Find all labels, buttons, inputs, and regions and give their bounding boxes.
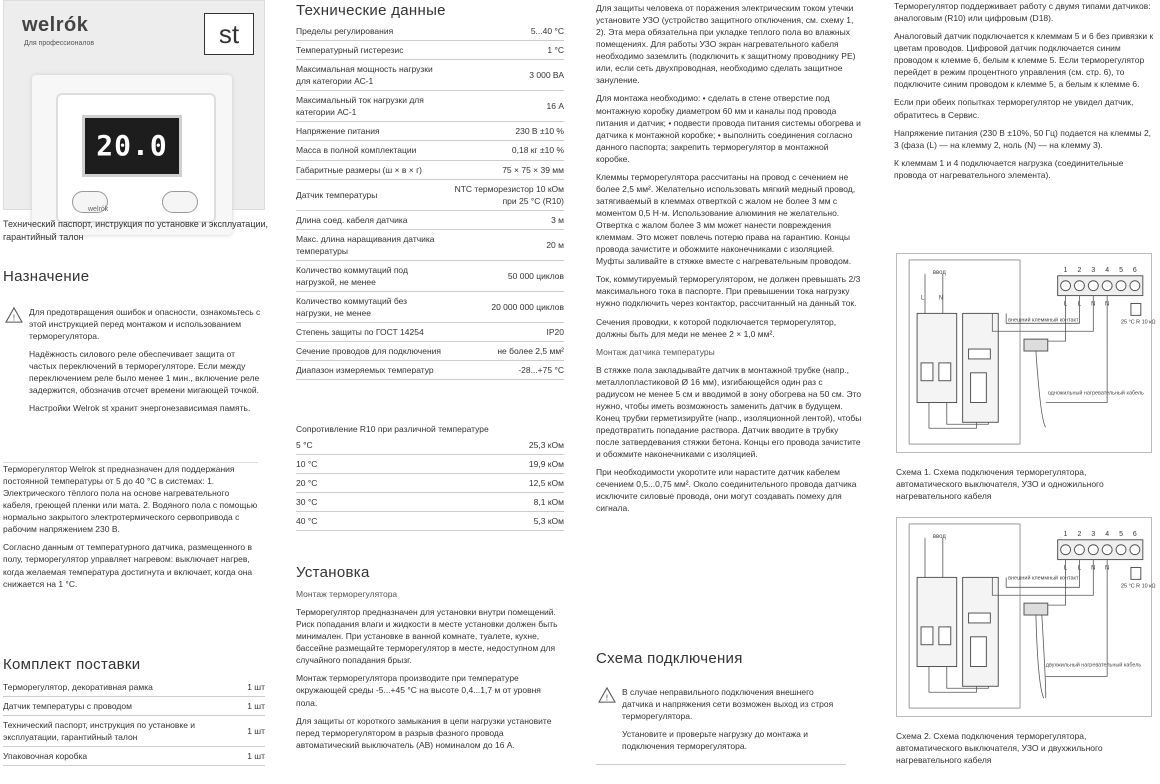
wiring-diagram-2 bbox=[896, 517, 1156, 717]
spec-value: 20 000 000 циклов bbox=[444, 292, 564, 323]
sensor-icon bbox=[1131, 304, 1141, 316]
spec-value: 3 000 ВА bbox=[444, 60, 564, 91]
analog-sensor-paragraph: Аналоговый датчик подключается к клеммам 5 и 6 без привязки к цветам проводов. Цифровой датчик подключается синим проводом к клемме 6, белым к клемме 5. Если терморегулятор перейдет в режим процентного управления (см. стр. 6), то подключите синим проводом к клемме 5, а белым к клемме 6. bbox=[894, 31, 1154, 90]
spec-key: Габаритные размеры (ш × в × г) bbox=[296, 160, 444, 179]
column-4 bbox=[894, 0, 1156, 784]
terminals-paragraph: Клеммы терморегулятора рассчитаны на провод с сечением не более 2,5 мм². Желательно использовать мягкий медный провод, затягиваемый в клеммах отверткой с жалом не более 3 мм с моментом 0,5 Н·м. Использование алюминия не желательно. Отвертка с жалом более 3 мм может нанести повреждения клеммам. Это может повлечь потерю права на гарантию. Концы провода зачистите и обожмите наконечниками с изоляцией. Муфты заливайте в стяжке вместе с нагревательным проводом. bbox=[596, 171, 856, 267]
schema-2-caption: Схема 2. Схема подключения терморегулятора, автоматического выключателя, УЗО и двухжильного нагревательного кабеля bbox=[896, 731, 1103, 766]
install-paragraph-1: Терморегулятор предназначен для установки внутри помещений. Риск попадания влаги и жидкости в месте установки должен быть минимален. При установке в ванной комнате, туалете, кухне, бассейне размещайте терморегулятор в месте, недоступном для случайного попадания брызг. bbox=[296, 607, 558, 666]
r10-temp: 30 °C bbox=[296, 493, 397, 512]
svg-text:одножильный нагревательный каб: одножильный нагревательный кабель bbox=[1047, 390, 1144, 397]
column-3 bbox=[596, 0, 864, 784]
column-2 bbox=[296, 0, 566, 784]
spec-key: Степень защиты по ГОСТ 14254 bbox=[296, 323, 444, 342]
svg-text:25 °C R 10 кΩ: 25 °C R 10 кΩ bbox=[1121, 319, 1156, 326]
current-paragraph: Ток, коммутируемый терморегулятором, не должен превышать 2/3 максимального тока в паспорте. При превышении тока нагрузку нужно подключить через контактор, рассчитанный на данный ток. bbox=[596, 274, 861, 309]
table-row: Технический паспорт, инструкция по установке и эксплуатации, гарантийный талон 1 шт bbox=[3, 716, 265, 747]
svg-text:6: 6 bbox=[1132, 530, 1137, 538]
svg-text:N: N bbox=[1091, 565, 1096, 572]
spec-key: Масса в полной комплектации bbox=[296, 141, 444, 160]
wire-section-paragraph: Сечения проводки, к которой подключается терморегулятор, должны быть для меди не менее 2 × 1,0 мм². bbox=[596, 316, 837, 339]
table-row bbox=[296, 292, 564, 323]
schema-warning-2: Установите и проверьте нагрузку до монтажа и подключения терморегулятора. bbox=[622, 729, 808, 752]
install-title: Установка bbox=[296, 564, 370, 581]
purpose-description: Терморегулятор Welrok st предназначен для поддержания постоянной температуры от 5 до 40 °C в системах: 1. Электрического тёплого пола на основе нагревательного кабеля, греющей пленки или мата. 2. Водяного пола с помощью нормально закрытого электротермического сервопривода с рабочим напряжением 230 В. bbox=[3, 464, 258, 535]
table-row: Упаковочная коробка 1 шт bbox=[3, 747, 265, 766]
svg-text:1: 1 bbox=[1063, 530, 1068, 538]
install-paragraph-3: Для защиты от короткого замыкания в цепи нагрузки установите перед терморегулятором в разрыв фазного провода автоматический выключатель (АВ) номиналом до 16 А. bbox=[296, 715, 552, 750]
svg-text:N: N bbox=[1105, 565, 1110, 572]
table-row bbox=[296, 455, 564, 474]
table-row bbox=[296, 512, 564, 531]
r10-temp: 20 °C bbox=[296, 474, 397, 493]
r10-resistance: 8,1 кОм bbox=[397, 493, 564, 512]
svg-text:L: L bbox=[1063, 301, 1068, 308]
spec-key: Диапазон измеряемых температур bbox=[296, 361, 444, 380]
table-row: Терморегулятор, декоративная рамка 1 шт bbox=[3, 678, 265, 697]
schema-1-caption: Схема 1. Схема подключения терморегулятора, автоматического выключателя, УЗО и одножильного нагревательного кабеля bbox=[896, 467, 1104, 502]
table-row bbox=[296, 122, 564, 141]
table-row bbox=[296, 493, 564, 512]
table-row bbox=[296, 91, 564, 122]
warning-text-2: Надёжность силового реле обеспечивает защита от частых переключений в терморегуляторе. Если между переключением реле было менее 1 мин., включение реле задержится, обозначив отсчет времени мигающей точкой. bbox=[29, 349, 260, 396]
thermostat-device bbox=[56, 93, 216, 223]
mount-needs-paragraph: Для монтажа необходимо: • сделать в стене отверстие под монтажную коробку диаметром 60 мм и каналы под провода питания и датчик; • подвести провода питания системы обогрева и датчика к монтажной коробке; • выполнить соединения согласно данного паспорта; закрепить терморегулятор в монтажной коробке. bbox=[596, 93, 861, 164]
spec-value: 3 м bbox=[444, 210, 564, 229]
svg-text:L: L bbox=[1063, 565, 1068, 572]
spec-value: не более 2,5 мм² bbox=[444, 342, 564, 361]
kit-title: Комплект поставки bbox=[3, 656, 141, 673]
r10-resistance: 5,3 кОм bbox=[397, 512, 564, 531]
sensor-types-paragraph: Терморегулятор поддерживает работу с двумя типами датчиков: аналоговым (R10) или цифровым (D18). bbox=[894, 1, 1151, 24]
specs-table bbox=[296, 22, 564, 380]
spec-value: NTC терморезистор 10 кОм при 25 °C (R10) bbox=[444, 179, 564, 210]
svg-text:двухжильный нагревательный каб: двухжильный нагревательный кабель bbox=[1045, 662, 1142, 669]
spec-value: 16 А bbox=[444, 91, 564, 122]
spec-key: Напряжение питания bbox=[296, 122, 444, 141]
spec-key: Длина соед. кабеля датчика bbox=[296, 210, 444, 229]
svg-text:L: L bbox=[1077, 565, 1082, 572]
svg-text:2: 2 bbox=[1077, 530, 1082, 538]
rcd-icon bbox=[963, 577, 999, 686]
table-row bbox=[296, 323, 564, 342]
table-row bbox=[296, 160, 564, 179]
svg-text:6: 6 bbox=[1132, 266, 1137, 274]
r10-temp: 5 °C bbox=[296, 436, 397, 455]
circuit-breaker-icon bbox=[917, 577, 957, 666]
sensor-icon bbox=[1131, 568, 1141, 580]
warning-text-3: Настройки Welrok st хранит энергонезависимая память. bbox=[29, 403, 251, 414]
spec-key: Макс. длина наращивания датчика температуры bbox=[296, 229, 444, 260]
spec-value: 20 м bbox=[444, 229, 564, 260]
spec-value: 75 × 75 × 39 мм bbox=[444, 160, 564, 179]
external-contact-icon bbox=[1024, 339, 1048, 351]
svg-text:3: 3 bbox=[1091, 530, 1096, 538]
spec-value: 0,18 кг ±10 % bbox=[444, 141, 564, 160]
purpose-description-2: Согласно данным от температурного датчика, размещенного в полу, терморегулятор управляет нагревом: выключает нагрев, когда желаемая температура достигнута и включает, когда она снижается на 1 °C. bbox=[3, 542, 253, 589]
service-paragraph: Если при обеих попытках терморегулятор не увидел датчик, обратитесь в Сервис. bbox=[894, 97, 1134, 120]
svg-text:2: 2 bbox=[1077, 266, 1082, 274]
column-1 bbox=[3, 0, 275, 784]
input-label: ввод bbox=[932, 269, 946, 276]
table-row bbox=[296, 342, 564, 361]
product-photo bbox=[3, 0, 265, 213]
brand-tagline: Для профессионалов bbox=[24, 40, 95, 47]
mount-subtitle: Монтаж терморегулятора bbox=[296, 589, 398, 599]
svg-text:N: N bbox=[1105, 301, 1110, 308]
r10-resistance: 12,5 кОм bbox=[397, 474, 564, 493]
spec-value: IP20 bbox=[444, 323, 564, 342]
svg-text:!: ! bbox=[605, 693, 609, 703]
table-row bbox=[296, 260, 564, 291]
r10-title: Сопротивление R10 при различной температуре bbox=[296, 424, 489, 434]
brand-logo: welrók bbox=[22, 14, 89, 36]
spec-key: Датчик температуры bbox=[296, 179, 444, 210]
r10-temp: 10 °C bbox=[296, 455, 397, 474]
install-paragraph-2: Монтаж терморегулятора производите при температуре окружающей среды -5...+45 °C на высоте 0,4...1,7 м от уровня пола. bbox=[296, 673, 541, 708]
svg-text:4: 4 bbox=[1105, 266, 1110, 274]
wiring-diagram-1 bbox=[896, 253, 1156, 453]
spec-key: Количество коммутаций без нагрузки, не менее bbox=[296, 292, 444, 323]
schema-warning bbox=[596, 686, 846, 752]
sensor-paragraph: В стяжке пола закладывайте датчик в монтажной трубке (напр., металлопластиковой Ø 16 мм), изгибающейся один раз с радиусом не менее 5 см и вводимой в зону обогрева на 50 см. Это нужно, чтобы иметь возможность заменить датчик в будущем. Конец трубки герметизируйте (напр., изоляционной лентой), чтобы предотвратить попадание раствора. Датчик вводите в трубку после затвердевания стяжки бетона. Концы его провода зачистите и обожмите наконечниками с изоляцией. bbox=[596, 364, 862, 460]
spec-key: Пределы регулирования bbox=[296, 22, 444, 41]
spec-key: Максимальный ток нагрузки для категории АС-1 bbox=[296, 91, 444, 122]
svg-text:3: 3 bbox=[1091, 266, 1096, 274]
table-row bbox=[296, 474, 564, 493]
svg-text:N: N bbox=[938, 295, 944, 302]
kit-table bbox=[3, 678, 265, 766]
svg-text:внешний клеммный контакт: внешний клеммный контакт bbox=[1008, 317, 1079, 324]
table-row bbox=[296, 361, 564, 380]
warning-block bbox=[3, 306, 263, 415]
svg-text:L: L bbox=[1077, 301, 1082, 308]
external-contact-icon bbox=[1024, 603, 1048, 615]
svg-text:1: 1 bbox=[1063, 266, 1068, 274]
svg-text:ввод: ввод bbox=[932, 533, 946, 540]
specs-title: Технические данные bbox=[296, 2, 446, 19]
schema-warning-1: В случае неправильного подключения внешнего датчика и напряжения сети возможен выход из строя терморегулятора. bbox=[622, 687, 834, 722]
table-row bbox=[296, 22, 564, 41]
spec-value: 5...40 °C bbox=[444, 22, 564, 41]
svg-text:внешний клеммный контакт: внешний клеммный контакт bbox=[1008, 575, 1079, 582]
r10-resistance: 25,3 кОм bbox=[397, 436, 564, 455]
svg-text:5: 5 bbox=[1119, 266, 1123, 274]
table-row bbox=[296, 229, 564, 260]
device-display: 20.0 bbox=[82, 115, 182, 177]
purpose-title: Назначение bbox=[3, 268, 90, 285]
table-row bbox=[296, 60, 564, 91]
r10-temp: 40 °C bbox=[296, 512, 397, 531]
plus-button-icon bbox=[162, 191, 198, 213]
warning-icon bbox=[598, 687, 616, 703]
sensor-mount-subtitle: Монтаж датчика температуры bbox=[596, 346, 715, 357]
hero-caption: Технический паспорт, инструкция по установке и эксплуатации, гарантийный талон bbox=[3, 219, 269, 242]
circuit-breaker-icon bbox=[917, 313, 957, 402]
spec-value: -28...+75 °C bbox=[444, 361, 564, 380]
svg-text:4: 4 bbox=[1105, 530, 1110, 538]
rcd-paragraph: Для защиты человека от поражения электрическим током утечки установите УЗО (устройство защитного отключения, см. схему 1, 2). Эта мера обязательна при укладке теплого пола во влажных помещениях. Для работы УЗО экран нагревательного кабеля необходимо заземлить (подключить к защитному проводнику РЕ) или, если сеть двухпроводная, необходимо сделать защитное зануление. bbox=[596, 3, 856, 86]
spec-value: 230 В ±10 % bbox=[444, 122, 564, 141]
spec-key: Максимальная мощность нагрузки для категории АС-1 bbox=[296, 60, 444, 91]
r10-resistance: 19,9 кОм bbox=[397, 455, 564, 474]
table-row bbox=[296, 179, 564, 210]
spec-key: Температурный гистерезис bbox=[296, 41, 444, 60]
svg-text:5: 5 bbox=[1119, 530, 1123, 538]
spec-value: 50 000 циклов bbox=[444, 260, 564, 291]
svg-text:N: N bbox=[1091, 301, 1096, 308]
warning-icon bbox=[5, 307, 23, 323]
svg-text:!: ! bbox=[12, 313, 16, 323]
table-row bbox=[296, 210, 564, 229]
table-row: Датчик температуры с проводом 1 шт bbox=[3, 697, 265, 716]
table-row bbox=[296, 141, 564, 160]
spec-key: Сечение проводов для подключения bbox=[296, 342, 444, 361]
power-paragraph: Напряжение питания (230 В ±10%, 50 Гц) подается на клеммы 2, 3 (фаза (L) — на клемму 2, ноль (N) — на клемму 3). bbox=[894, 127, 1152, 150]
table-row bbox=[296, 436, 564, 455]
load-paragraph: К клеммам 1 и 4 подключается нагрузка (соединительные провода от нагревательного элемента). bbox=[894, 157, 1124, 180]
spec-key: Количество коммутаций под нагрузкой, не менее bbox=[296, 260, 444, 291]
svg-text:25 °C R 10 кΩ: 25 °C R 10 кΩ bbox=[1121, 583, 1156, 590]
svg-text:L: L bbox=[921, 295, 925, 302]
device-logo: welrók bbox=[88, 206, 109, 213]
r10-table bbox=[296, 436, 564, 531]
rcd-icon bbox=[963, 313, 999, 422]
table-row bbox=[296, 41, 564, 60]
schema-title: Схема подключения bbox=[596, 650, 743, 667]
spec-value: 1 °C bbox=[444, 41, 564, 60]
sensor-extend-paragraph: При необходимости укоротите или нарастите датчик кабелем сечением 0,5...0,75 мм². Около соединительного провода датчика исключите силовые провода, они могут создавать помеху для сигнала. bbox=[596, 467, 857, 514]
warning-text-1: Для предотвращения ошибок и опасности, ознакомьтесь с этой инструкцией перед монтажом и использованием терморегулятора. bbox=[29, 307, 261, 342]
model-badge: st bbox=[204, 13, 254, 55]
